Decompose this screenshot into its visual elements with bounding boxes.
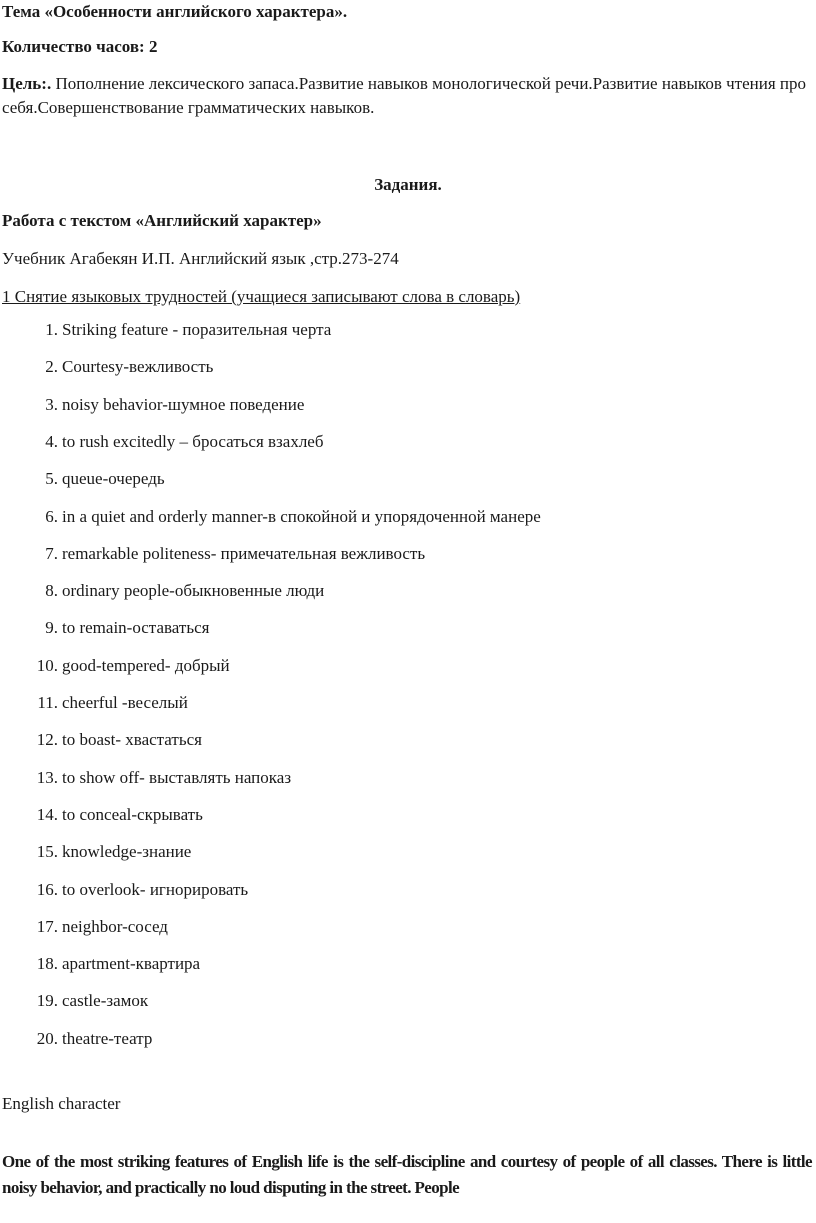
list-item [0, 656, 230, 676]
list-item-number: 17. [36, 916, 58, 936]
list-item-number: 11. [37, 693, 58, 712]
list-item-text: in a quiet and orderly manner-в спокойной и упорядоченной манере [62, 506, 541, 526]
list-item-number: 9. [45, 618, 58, 638]
list-item-text: castle-замок [62, 991, 149, 1011]
list-item [0, 395, 304, 415]
list-item [0, 357, 213, 377]
list-item-text: to conceal-скрывать [62, 804, 203, 824]
topic-heading: Тема «Особенности английского характера». [2, 2, 348, 21]
list-item [0, 917, 168, 937]
list-item [0, 1029, 152, 1049]
list-item-text: to show off- выставлять напоказ [62, 767, 292, 787]
list-item-number: 5. [45, 469, 58, 489]
list-item [0, 469, 165, 489]
list-item-number: 15. [36, 842, 58, 862]
list-item-text: good-tempered- добрый [62, 655, 230, 675]
list-item [0, 507, 541, 527]
list-item-number: 3. [45, 394, 58, 414]
goal-paragraph [2, 72, 812, 120]
list-item-text: noisy behavior-шумное поведение [62, 394, 305, 414]
list-item-text: ordinary people-обыкновенные люди [62, 581, 325, 601]
reading-title: English character [2, 1094, 121, 1113]
work-with-text-heading: Работа с текстом «Английский характер» [2, 211, 322, 230]
reading-paragraph: One of the most striking features of English life is the self-discipline and courtesy of people of all classes. There is little noisy behavior, and practically no loud disputing in the street. People [2, 1152, 812, 1197]
step1-instruction: 1 Снятие языковых трудностей (учащиеся записывают слова в словарь) [2, 287, 521, 306]
list-item [0, 954, 200, 974]
list-item [0, 544, 425, 564]
goal-text: Пополнение лексического запаса.Развитие навыков монологической речи.Развитие навыков чтения про себя.Совершенствование грамматических навыков. [2, 74, 806, 117]
list-item-number: 8. [45, 581, 58, 601]
list-item-text: remarkable politeness- примечательная вежливость [62, 543, 426, 563]
list-item-number: 14. [36, 804, 58, 824]
list-item-number: 1. [45, 320, 58, 339]
hours-line: Количество часов: 2 [2, 37, 158, 56]
list-item-text: Courtesy-вежливость [62, 357, 214, 377]
list-item-text: queue-очередь [62, 469, 165, 489]
list-item-number: 12. [36, 730, 58, 750]
list-item-text: theatre-театр [62, 1028, 153, 1048]
list-item [0, 320, 331, 340]
list-item [0, 805, 203, 825]
list-item [0, 581, 324, 601]
list-item-text: knowledge-знание [62, 842, 192, 862]
textbook-reference: Учебник Агабекян И.П. Английский язык ,стр.273-274 [2, 249, 399, 268]
list-item-text: neighbor-сосед [62, 916, 168, 936]
list-item-text: to remain-оставаться [62, 618, 210, 638]
list-item-text: to rush excitedly – бросаться взахлеб [62, 431, 324, 451]
list-item-text: to overlook- игнорировать [62, 879, 249, 899]
list-item-number: 7. [45, 543, 58, 563]
list-item-text: Striking feature - поразительная черта [62, 320, 332, 339]
list-item-number: 4. [45, 431, 58, 451]
list-item [0, 618, 209, 638]
list-item [0, 432, 324, 452]
list-item-number: 2. [45, 357, 58, 377]
list-item [0, 730, 202, 750]
list-item-number: 16. [36, 879, 58, 899]
goal-label: Цель:. [2, 74, 52, 93]
tasks-title: Задания. [374, 175, 442, 194]
list-item-number: 10. [36, 655, 58, 675]
list-item [0, 991, 148, 1011]
list-item-text: apartment-квартира [62, 954, 201, 974]
list-item-number: 19. [36, 991, 58, 1011]
list-item [0, 880, 248, 900]
list-item [0, 693, 188, 713]
list-item-number: 20. [36, 1028, 58, 1048]
list-item-number: 13. [36, 767, 58, 787]
list-item-text: to boast- хвастаться [62, 730, 202, 750]
list-item-number: 18. [36, 954, 58, 974]
list-item-number: 6. [45, 506, 58, 526]
list-item [0, 768, 291, 788]
list-item-text: cheerful -веселый [62, 693, 188, 712]
list-item [0, 842, 191, 862]
